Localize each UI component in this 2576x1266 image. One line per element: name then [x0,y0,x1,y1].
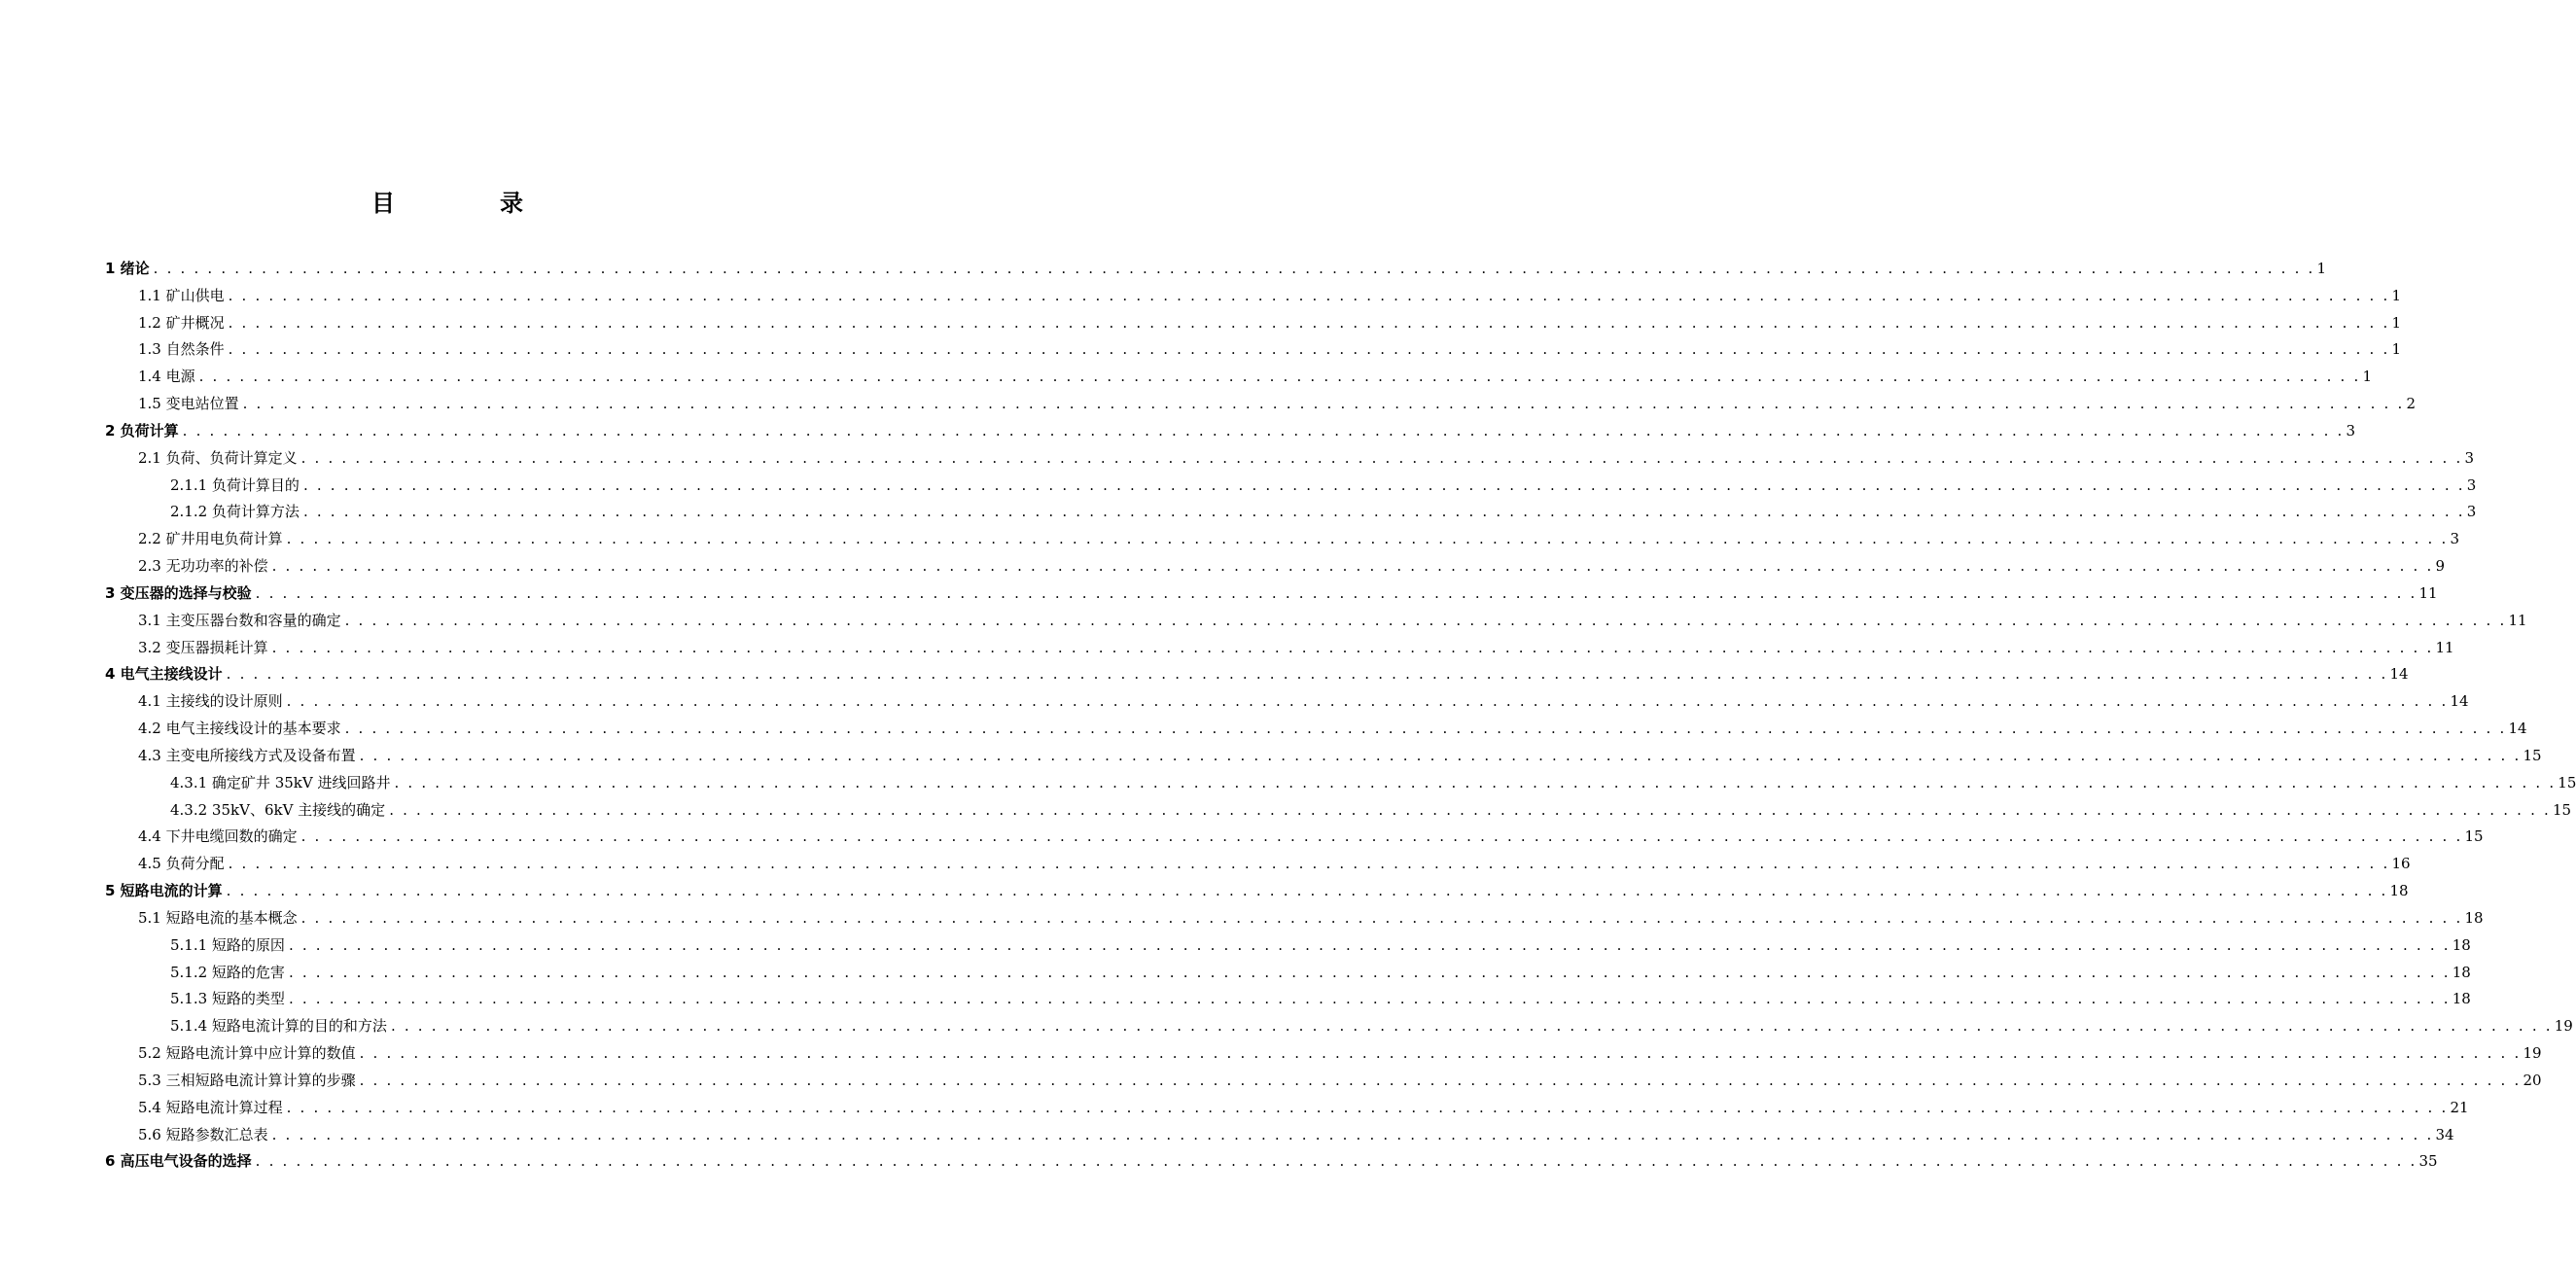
toc-entry-title: 5 短路电流的计算 [105,882,223,900]
toc-entry[interactable] [105,473,2477,500]
toc-entry[interactable] [105,878,2409,905]
toc-page-number: 2 [2406,395,2416,413]
toc-entry-title: 2.3 无功功率的补偿 [138,557,268,576]
toc-entry-title: 1 绪论 [105,260,150,277]
toc-leader-dots: . . . . . . . . . . . . . . . . . . . . . . . . . . . . . . . . . . . . . . . . . . . . . . . . . . . . . . . . . . . . . . . . . . . . . . . . . . . . . . . . . . . . . . . . . . . . . . . . . . . . . . . . . . . . . . . . . . . . . . . . . . . . . . . . . . . . . . . . . . . . . . . . . . . . . . . . . . . . . . . . [300,827,2463,846]
toc-entry-title: 5.1 短路电流的基本概念 [138,908,298,927]
toc-page-number: 1 [2362,368,2372,386]
toc-entry-title: 1.4 电源 [138,368,195,386]
toc-entry-title: 1.1 矿山供电 [138,286,225,304]
toc-entry-title: 3 变压器的选择与校验 [105,583,252,602]
toc-entry[interactable] [105,1013,2573,1040]
toc-entry[interactable] [105,960,2471,987]
toc-page-number: 14 [2508,720,2527,738]
toc-entry-title: 4.1 主接线的设计原则 [138,692,283,711]
toc-entry-title: 1.3 自然条件 [138,340,225,359]
toc-entry[interactable] [105,986,2471,1013]
toc-leader-dots: . . . . . . . . . . . . . . . . . . . . . . . . . . . . . . . . . . . . . . . . . . . . . . . . . . . . . . . . . . . . . . . . . . . . . . . . . . . . . . . . . . . . . . . . . . . . . . . . . . . . . . . . . . . . . . . . . . . . . . . . . . . . . . . . . . . . . . . . . . . . . . . . . . . . . . . . . . . . . . . . [226,665,2388,684]
toc-leader-dots: . . . . . . . . . . . . . . . . . . . . . . . . . . . . . . . . . . . . . . . . . . . . . . . . . . . . . . . . . . . . . . . . . . . . . . . . . . . . . . . . . . . . . . . . . . . . . . . . . . . . . . . . . . . . . . . . . . . . . . . . . . . . . . . . . . . . . . . . . . . . . . . . . . . . . . . . . . . . . . . . [394,773,2557,791]
toc-page-number: 3 [2466,475,2477,494]
toc-entry[interactable] [105,743,2542,770]
toc-entry[interactable] [105,797,2572,825]
toc-page-number: 19 [2523,1044,2542,1063]
toc-leader-dots: . . . . . . . . . . . . . . . . . . . . . . . . . . . . . . . . . . . . . . . . . . . . . . . . . . . . . . . . . . . . . . . . . . . . . . . . . . . . . . . . . . . . . . . . . . . . . . . . . . . . . . . . . . . . . . . . . . . . . . . . . . . . . . . . . . . . . . . . . . . . . . . . . . . . . . . . . . . . . . . . [344,611,2507,629]
toc-entry-title: 4.2 电气主接线设计的基本要求 [138,720,341,738]
toc-leader-dots: . . . . . . . . . . . . . . . . . . . . . . . . . . . . . . . . . . . . . . . . . . . . . . . . . . . . . . . . . . . . . . . . . . . . . . . . . . . . . . . . . . . . . . . . . . . . . . . . . . . . . . . . . . . . . . . . . . . . . . . . . . . . . . . . . . . . . . . . . . . . . . . . . . . . . . . . . . . . . . . . [228,855,2390,873]
toc-page-number: 15 [2464,827,2484,846]
toc-entry-title: 1.5 变电站位置 [138,395,239,413]
toc-leader-dots: . . . . . . . . . . . . . . . . . . . . . . . . . . . . . . . . . . . . . . . . . . . . . . . . . . . . . . . . . . . . . . . . . . . . . . . . . . . . . . . . . . . . . . . . . . . . . . . . . . . . . . . . . . . . . . . . . . . . . . . . . . . . . . . . . . . . . . . . . . . . . . . . . . . . . . . . . . . . . . . . [242,395,2405,413]
toc-leader-dots: . . . . . . . . . . . . . . . . . . . . . . . . . . . . . . . . . . . . . . . . . . . . . . . . . . . . . . . . . . . . . . . . . . . . . . . . . . . . . . . . . . . . . . . . . . . . . . . . . . . . . . . . . . . . . . . . . . . . . . . . . . . . . . . . . . . . . . . . . . . . . . . . . . . . . . . . . . . . . . . . [271,1125,2434,1143]
toc-leader-dots: . . . . . . . . . . . . . . . . . . . . . . . . . . . . . . . . . . . . . . . . . . . . . . . . . . . . . . . . . . . . . . . . . . . . . . . . . . . . . . . . . . . . . . . . . . . . . . . . . . . . . . . . . . . . . . . . . . . . . . . . . . . . . . . . . . . . . . . . . . . . . . . . . . . . . . . . . . . . . . . . [153,260,2315,277]
toc-page-number: 11 [2418,583,2438,602]
toc-leader-dots: . . . . . . . . . . . . . . . . . . . . . . . . . . . . . . . . . . . . . . . . . . . . . . . . . . . . . . . . . . . . . . . . . . . . . . . . . . . . . . . . . . . . . . . . . . . . . . . . . . . . . . . . . . . . . . . . . . . . . . . . . . . . . . . . . . . . . . . . . . . . . . . . . . . . . . . . . . . . . . . . [286,1098,2449,1116]
toc-leader-dots: . . . . . . . . . . . . . . . . . . . . . . . . . . . . . . . . . . . . . . . . . . . . . . . . . . . . . . . . . . . . . . . . . . . . . . . . . . . . . . . . . . . . . . . . . . . . . . . . . . . . . . . . . . . . . . . . . . . . . . . . . . . . . . . . . . . . . . . . . . . . . . . . . . . . . . . . . . . . . . . . [228,340,2390,359]
toc-leader-dots: . . . . . . . . . . . . . . . . . . . . . . . . . . . . . . . . . . . . . . . . . . . . . . . . . . . . . . . . . . . . . . . . . . . . . . . . . . . . . . . . . . . . . . . . . . . . . . . . . . . . . . . . . . . . . . . . . . . . . . . . . . . . . . . . . . . . . . . . . . . . . . . . . . . . . . . . . . . . . . . . [228,286,2390,304]
toc-leader-dots: . . . . . . . . . . . . . . . . . . . . . . . . . . . . . . . . . . . . . . . . . . . . . . . . . . . . . . . . . . . . . . . . . . . . . . . . . . . . . . . . . . . . . . . . . . . . . . . . . . . . . . . . . . . . . . . . . . . . . . . . . . . . . . . . . . . . . . . . . . . . . . . . . . . . . . . . . . . . . . . . [302,503,2465,521]
toc-page-number: 9 [2435,557,2445,576]
toc-page-number: 3 [2464,448,2474,467]
toc-entry-title: 5.6 短路参数汇总表 [138,1125,268,1143]
toc-leader-dots: . . . . . . . . . . . . . . . . . . . . . . . . . . . . . . . . . . . . . . . . . . . . . . . . . . . . . . . . . . . . . . . . . . . . . . . . . . . . . . . . . . . . . . . . . . . . . . . . . . . . . . . . . . . . . . . . . . . . . . . . . . . . . . . . . . . . . . . . . . . . . . . . . . . . . . . . . . . . . . . . [271,557,2434,576]
toc-entry-title: 1.2 矿井概况 [138,313,225,332]
toc-page-number: 18 [2389,882,2409,900]
toc-leader-dots: . . . . . . . . . . . . . . . . . . . . . . . . . . . . . . . . . . . . . . . . . . . . . . . . . . . . . . . . . . . . . . . . . . . . . . . . . . . . . . . . . . . . . . . . . . . . . . . . . . . . . . . . . . . . . . . . . . . . . . . . . . . . . . . . . . . . . . . . . . . . . . . . . . . . . . . . . . . . . . . . [359,746,2522,764]
toc-leader-dots: . . . . . . . . . . . . . . . . . . . . . . . . . . . . . . . . . . . . . . . . . . . . . . . . . . . . . . . . . . . . . . . . . . . . . . . . . . . . . . . . . . . . . . . . . . . . . . . . . . . . . . . . . . . . . . . . . . . . . . . . . . . . . . . . . . . . . . . . . . . . . . . . . . . . . . . . . . . . . . . . [302,475,2465,494]
toc-page-number: 15 [2523,746,2542,764]
toc-entry-title: 4.3 主变电所接线方式及设备布置 [138,746,356,764]
toc-page-number: 1 [2391,286,2401,304]
toc-leader-dots: . . . . . . . . . . . . . . . . . . . . . . . . . . . . . . . . . . . . . . . . . . . . . . . . . . . . . . . . . . . . . . . . . . . . . . . . . . . . . . . . . . . . . . . . . . . . . . . . . . . . . . . . . . . . . . . . . . . . . . . . . . . . . . . . . . . . . . . . . . . . . . . . . . . . . . . . . . . . . . . . [288,935,2451,954]
toc-entry-title: 2.1.2 负荷计算方法 [170,503,300,521]
toc-entry-title: 4.5 负荷分配 [138,855,225,873]
toc-entry-title: 4 电气主接线设计 [105,665,223,684]
toc-entry-title: 2.1.1 负荷计算目的 [170,475,300,494]
toc-entry-title: 3.1 主变压器台数和容量的确定 [138,611,341,629]
toc-entry[interactable] [105,635,2454,662]
toc-leader-dots: . . . . . . . . . . . . . . . . . . . . . . . . . . . . . . . . . . . . . . . . . . . . . . . . . . . . . . . . . . . . . . . . . . . . . . . . . . . . . . . . . . . . . . . . . . . . . . . . . . . . . . . . . . . . . . . . . . . . . . . . . . . . . . . . . . . . . . . . . . . . . . . . . . . . . . . . . . . . . . . . [228,313,2390,332]
toc-leader-dots: . . . . . . . . . . . . . . . . . . . . . . . . . . . . . . . . . . . . . . . . . . . . . . . . . . . . . . . . . . . . . . . . . . . . . . . . . . . . . . . . . . . . . . . . . . . . . . . . . . . . . . . . . . . . . . . . . . . . . . . . . . . . . . . . . . . . . . . . . . . . . . . . . . . . . . . . . . . . . . . . [389,800,2551,819]
toc-page-number: 34 [2435,1125,2454,1143]
toc-page-number: 18 [2452,990,2471,1008]
toc-entry-title: 5.3 三相短路电流计算计算的步骤 [138,1071,356,1089]
table-of-contents [105,256,2576,1176]
toc-page-number: 3 [2450,530,2459,548]
toc-leader-dots: . . . . . . . . . . . . . . . . . . . . . . . . . . . . . . . . . . . . . . . . . . . . . . . . . . . . . . . . . . . . . . . . . . . . . . . . . . . . . . . . . . . . . . . . . . . . . . . . . . . . . . . . . . . . . . . . . . . . . . . . . . . . . . . . . . . . . . . . . . . . . . . . . . . . . . . . . . . . . . . . [255,1152,2417,1171]
toc-entry-title: 5.2 短路电流计算中应计算的数值 [138,1044,356,1063]
toc-entry[interactable] [105,364,2372,391]
toc-leader-dots: . . . . . . . . . . . . . . . . . . . . . . . . . . . . . . . . . . . . . . . . . . . . . . . . . . . . . . . . . . . . . . . . . . . . . . . . . . . . . . . . . . . . . . . . . . . . . . . . . . . . . . . . . . . . . . . . . . . . . . . . . . . . . . . . . . . . . . . . . . . . . . . . . . . . . . . . . . . . . . . . [288,990,2451,1008]
toc-page-number: 16 [2391,855,2411,873]
toc-entry[interactable] [105,905,2484,932]
toc-page-number: 15 [2553,800,2572,819]
toc-page-number: 18 [2452,963,2471,981]
toc-leader-dots: . . . . . . . . . . . . . . . . . . . . . . . . . . . . . . . . . . . . . . . . . . . . . . . . . . . . . . . . . . . . . . . . . . . . . . . . . . . . . . . . . . . . . . . . . . . . . . . . . . . . . . . . . . . . . . . . . . . . . . . . . . . . . . . . . . . . . . . . . . . . . . . . . . . . . . . . . . . . . . . . [182,421,2345,440]
toc-entry[interactable] [105,932,2471,960]
toc-page-number: 21 [2450,1098,2469,1116]
toc-entry[interactable] [105,256,2327,283]
toc-page-number: 3 [2346,421,2356,440]
toc-page-number: 18 [2464,908,2484,927]
toc-leader-dots: . . . . . . . . . . . . . . . . . . . . . . . . . . . . . . . . . . . . . . . . . . . . . . . . . . . . . . . . . . . . . . . . . . . . . . . . . . . . . . . . . . . . . . . . . . . . . . . . . . . . . . . . . . . . . . . . . . . . . . . . . . . . . . . . . . . . . . . . . . . . . . . . . . . . . . . . . . . . . . . . [271,638,2434,656]
toc-entry-title: 5.4 短路电流计算过程 [138,1098,283,1116]
toc-page-number: 20 [2523,1071,2542,1089]
toc-entry[interactable] [105,770,2576,797]
toc-leader-dots: . . . . . . . . . . . . . . . . . . . . . . . . . . . . . . . . . . . . . . . . . . . . . . . . . . . . . . . . . . . . . . . . . . . . . . . . . . . . . . . . . . . . . . . . . . . . . . . . . . . . . . . . . . . . . . . . . . . . . . . . . . . . . . . . . . . . . . . . . . . . . . . . . . . . . . . . . . . . . . . . [226,882,2388,900]
toc-leader-dots: . . . . . . . . . . . . . . . . . . . . . . . . . . . . . . . . . . . . . . . . . . . . . . . . . . . . . . . . . . . . . . . . . . . . . . . . . . . . . . . . . . . . . . . . . . . . . . . . . . . . . . . . . . . . . . . . . . . . . . . . . . . . . . . . . . . . . . . . . . . . . . . . . . . . . . . . . . . . . . . . [390,1017,2553,1036]
toc-leader-dots: . . . . . . . . . . . . . . . . . . . . . . . . . . . . . . . . . . . . . . . . . . . . . . . . . . . . . . . . . . . . . . . . . . . . . . . . . . . . . . . . . . . . . . . . . . . . . . . . . . . . . . . . . . . . . . . . . . . . . . . . . . . . . . . . . . . . . . . . . . . . . . . . . . . . . . . . . . . . . . . . [288,963,2451,981]
toc-leader-dots: . . . . . . . . . . . . . . . . . . . . . . . . . . . . . . . . . . . . . . . . . . . . . . . . . . . . . . . . . . . . . . . . . . . . . . . . . . . . . . . . . . . . . . . . . . . . . . . . . . . . . . . . . . . . . . . . . . . . . . . . . . . . . . . . . . . . . . . . . . . . . . . . . . . . . . . . . . . . . . . . [300,908,2463,927]
toc-leader-dots: . . . . . . . . . . . . . . . . . . . . . . . . . . . . . . . . . . . . . . . . . . . . . . . . . . . . . . . . . . . . . . . . . . . . . . . . . . . . . . . . . . . . . . . . . . . . . . . . . . . . . . . . . . . . . . . . . . . . . . . . . . . . . . . . . . . . . . . . . . . . . . . . . . . . . . . . . . . . . . . . [255,583,2417,602]
toc-entry[interactable] [105,661,2409,688]
toc-page-number: 15 [2558,773,2576,791]
toc-entry-title: 3.2 变压器损耗计算 [138,638,268,656]
toc-entry[interactable] [105,580,2438,608]
toc-entry[interactable] [105,608,2527,635]
toc-entry[interactable] [105,445,2474,473]
toc-leader-dots: . . . . . . . . . . . . . . . . . . . . . . . . . . . . . . . . . . . . . . . . . . . . . . . . . . . . . . . . . . . . . . . . . . . . . . . . . . . . . . . . . . . . . . . . . . . . . . . . . . . . . . . . . . . . . . . . . . . . . . . . . . . . . . . . . . . . . . . . . . . . . . . . . . . . . . . . . . . . . . . . [359,1071,2522,1089]
toc-entry-title: 5.1.2 短路的危害 [170,963,285,981]
toc-leader-dots: . . . . . . . . . . . . . . . . . . . . . . . . . . . . . . . . . . . . . . . . . . . . . . . . . . . . . . . . . . . . . . . . . . . . . . . . . . . . . . . . . . . . . . . . . . . . . . . . . . . . . . . . . . . . . . . . . . . . . . . . . . . . . . . . . . . . . . . . . . . . . . . . . . . . . . . . . . . . . . . . [198,368,2361,386]
toc-leader-dots: . . . . . . . . . . . . . . . . . . . . . . . . . . . . . . . . . . . . . . . . . . . . . . . . . . . . . . . . . . . . . . . . . . . . . . . . . . . . . . . . . . . . . . . . . . . . . . . . . . . . . . . . . . . . . . . . . . . . . . . . . . . . . . . . . . . . . . . . . . . . . . . . . . . . . . . . . . . . . . . . [286,692,2449,711]
toc-page-number: 11 [2508,611,2527,629]
toc-entry-title: 2.2 矿井用电负荷计算 [138,530,283,548]
toc-entry-title: 2.1 负荷、负荷计算定义 [138,448,298,467]
toc-entry-title: 5.1.3 短路的类型 [170,990,285,1008]
toc-leader-dots: . . . . . . . . . . . . . . . . . . . . . . . . . . . . . . . . . . . . . . . . . . . . . . . . . . . . . . . . . . . . . . . . . . . . . . . . . . . . . . . . . . . . . . . . . . . . . . . . . . . . . . . . . . . . . . . . . . . . . . . . . . . . . . . . . . . . . . . . . . . . . . . . . . . . . . . . . . . . . . . . [344,720,2507,738]
toc-entry[interactable] [105,1095,2469,1122]
toc-entry[interactable] [105,283,2401,310]
toc-leader-dots: . . . . . . . . . . . . . . . . . . . . . . . . . . . . . . . . . . . . . . . . . . . . . . . . . . . . . . . . . . . . . . . . . . . . . . . . . . . . . . . . . . . . . . . . . . . . . . . . . . . . . . . . . . . . . . . . . . . . . . . . . . . . . . . . . . . . . . . . . . . . . . . . . . . . . . . . . . . . . . . . [359,1044,2522,1063]
toc-entry[interactable] [105,851,2411,878]
toc-leader-dots: . . . . . . . . . . . . . . . . . . . . . . . . . . . . . . . . . . . . . . . . . . . . . . . . . . . . . . . . . . . . . . . . . . . . . . . . . . . . . . . . . . . . . . . . . . . . . . . . . . . . . . . . . . . . . . . . . . . . . . . . . . . . . . . . . . . . . . . . . . . . . . . . . . . . . . . . . . . . . . . . [286,530,2449,548]
toc-entry-title: 4.3.1 确定矿井 35kV 进线回路井 [170,773,391,791]
toc-entry-title: 4.4 下井电缆回数的确定 [138,827,298,846]
toc-entry[interactable] [105,716,2527,743]
toc-entry[interactable] [105,526,2459,553]
toc-page-number: 11 [2435,638,2454,656]
toc-entry[interactable] [105,418,2356,445]
toc-entry-title: 2 负荷计算 [105,421,179,440]
toc-page-number: 1 [2316,260,2327,277]
toc-entry-title: 4.3.2 35kV、6kV 主接线的确定 [170,800,386,819]
toc-page-number: 35 [2418,1152,2438,1171]
toc-entry[interactable] [105,1122,2454,1149]
toc-entry[interactable] [105,1148,2438,1176]
toc-page-number: 14 [2450,692,2469,711]
toc-entry-title: 5.1.4 短路电流计算的目的和方法 [170,1017,387,1036]
toc-page-number: 18 [2452,935,2471,954]
page-title: 目 录 [371,190,564,217]
toc-entry[interactable] [105,499,2477,526]
toc-leader-dots: . . . . . . . . . . . . . . . . . . . . . . . . . . . . . . . . . . . . . . . . . . . . . . . . . . . . . . . . . . . . . . . . . . . . . . . . . . . . . . . . . . . . . . . . . . . . . . . . . . . . . . . . . . . . . . . . . . . . . . . . . . . . . . . . . . . . . . . . . . . . . . . . . . . . . . . . . . . . . . . . [300,448,2463,467]
toc-entry[interactable] [105,336,2401,364]
toc-entry[interactable] [105,553,2445,580]
toc-entry-title: 5.1.1 短路的原因 [170,935,285,954]
toc-page-number: 19 [2554,1017,2573,1036]
toc-entry[interactable] [105,1040,2542,1068]
toc-page-number: 1 [2391,340,2401,359]
toc-page-number: 14 [2389,665,2409,684]
toc-entry-title: 6 高压电气设备的选择 [105,1152,252,1171]
toc-entry[interactable] [105,391,2416,418]
toc-entry[interactable] [105,1068,2542,1095]
toc-page-number: 1 [2391,313,2401,332]
toc-page-number: 3 [2466,503,2477,521]
toc-entry[interactable] [105,688,2469,716]
toc-entry[interactable] [105,824,2484,851]
toc-entry[interactable] [105,310,2401,337]
